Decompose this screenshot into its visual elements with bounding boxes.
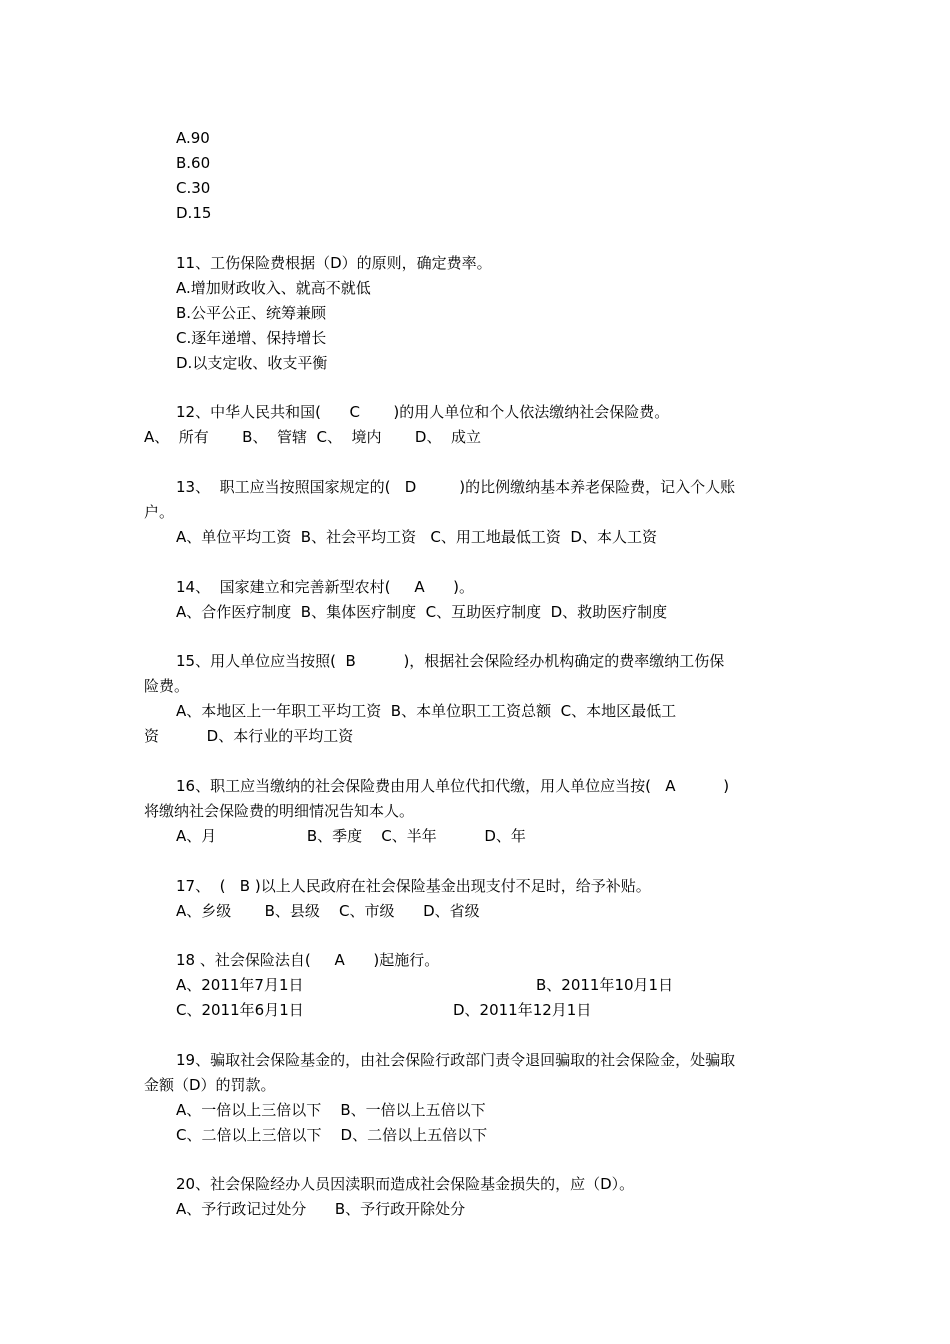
q10-option-a: A.90 [176,129,210,147]
q18-option-b: B、2011年10月1日 [536,976,674,994]
q10-option-d: D.15 [176,204,212,222]
q12-question: 12、中华人民共和国( C )的用人单位和个人依法缴纳社会保险费。 [176,403,670,421]
q15-question: 15、用人单位应当按照( B )，根据社会保险经办机构确定的费率缴纳工伤保 [176,652,725,670]
q11-option-b: B.公平公正、统筹兼顾 [176,304,327,322]
q11-question: 11、工伤保险费根据（D）的原则，确定费率。 [176,254,492,272]
q19-options-ab: A、一倍以上三倍以下 B、一倍以上五倍以下 [176,1101,486,1119]
q20-question: 20、社会保险经办人员因渎职而造成社会保险基金损失的，应（D）。 [176,1175,635,1193]
q18-option-d: D、2011年12月1日 [453,1001,592,1019]
q18-option-c: C、2011年6月1日 [176,1001,304,1019]
q19-options-cd: C、二倍以上三倍以下 D、二倍以上五倍以下 [176,1126,488,1144]
q11-option-d: D.以支定收、收支平衡 [176,354,328,372]
q10-option-c: C.30 [176,179,211,197]
q19-question-cont: 金额（D）的罚款。 [144,1076,276,1094]
q15-options: A、本地区上一年职工平均工资 B、本单位职工工资总额 C、本地区最低工 [176,702,677,720]
q18-question: 18 、社会保险法自( A )起施行。 [176,951,440,969]
q13-options: A、单位平均工资 B、社会平均工资 C、用工地最低工资 D、本人工资 [176,528,657,546]
q18-option-a: A、2011年7月1日 [176,976,304,994]
q13-question-cont: 户。 [144,503,175,521]
q16-options: A、月 B、季度 C、半年 D、年 [176,827,526,845]
q11-option-c: C.逐年递增、保持增长 [176,329,327,347]
q17-question: 17、 ( B )以上人民政府在社会保险基金出现支付不足时，给予补贴。 [176,877,651,895]
q17-options: A、乡级 B、县级 C、市级 D、省级 [176,902,480,920]
q10-option-b: B.60 [176,154,211,172]
q14-options: A、合作医疗制度 B、集体医疗制度 C、互助医疗制度 D、救助医疗制度 [176,603,668,621]
q15-options-cont: 资 D、本行业的平均工资 [144,727,354,745]
q11-option-a: A.增加财政收入、就高不就低 [176,279,371,297]
q15-question-cont: 险费。 [144,677,190,695]
q12-options: A、 所有 B、 管辖 C、 境内 D、 成立 [144,428,482,446]
q14-question: 14、 国家建立和完善新型农村( A )。 [176,578,475,596]
q16-question-cont: 将缴纳社会保险费的明细情况告知本人。 [144,802,415,820]
q20-options: A、予行政记过处分 B、予行政开除处分 [176,1200,466,1218]
q13-question: 13、 职工应当按照国家规定的( D )的比例缴纳基本养老保险费，记入个人账 [176,478,736,496]
q16-question: 16、职工应当缴纳的社会保险费由用人单位代扣代缴，用人单位应当按( A ) [176,777,730,795]
q19-question: 19、骗取社会保险基金的，由社会保险行政部门责令退回骗取的社会保险金，处骗取 [176,1051,736,1069]
